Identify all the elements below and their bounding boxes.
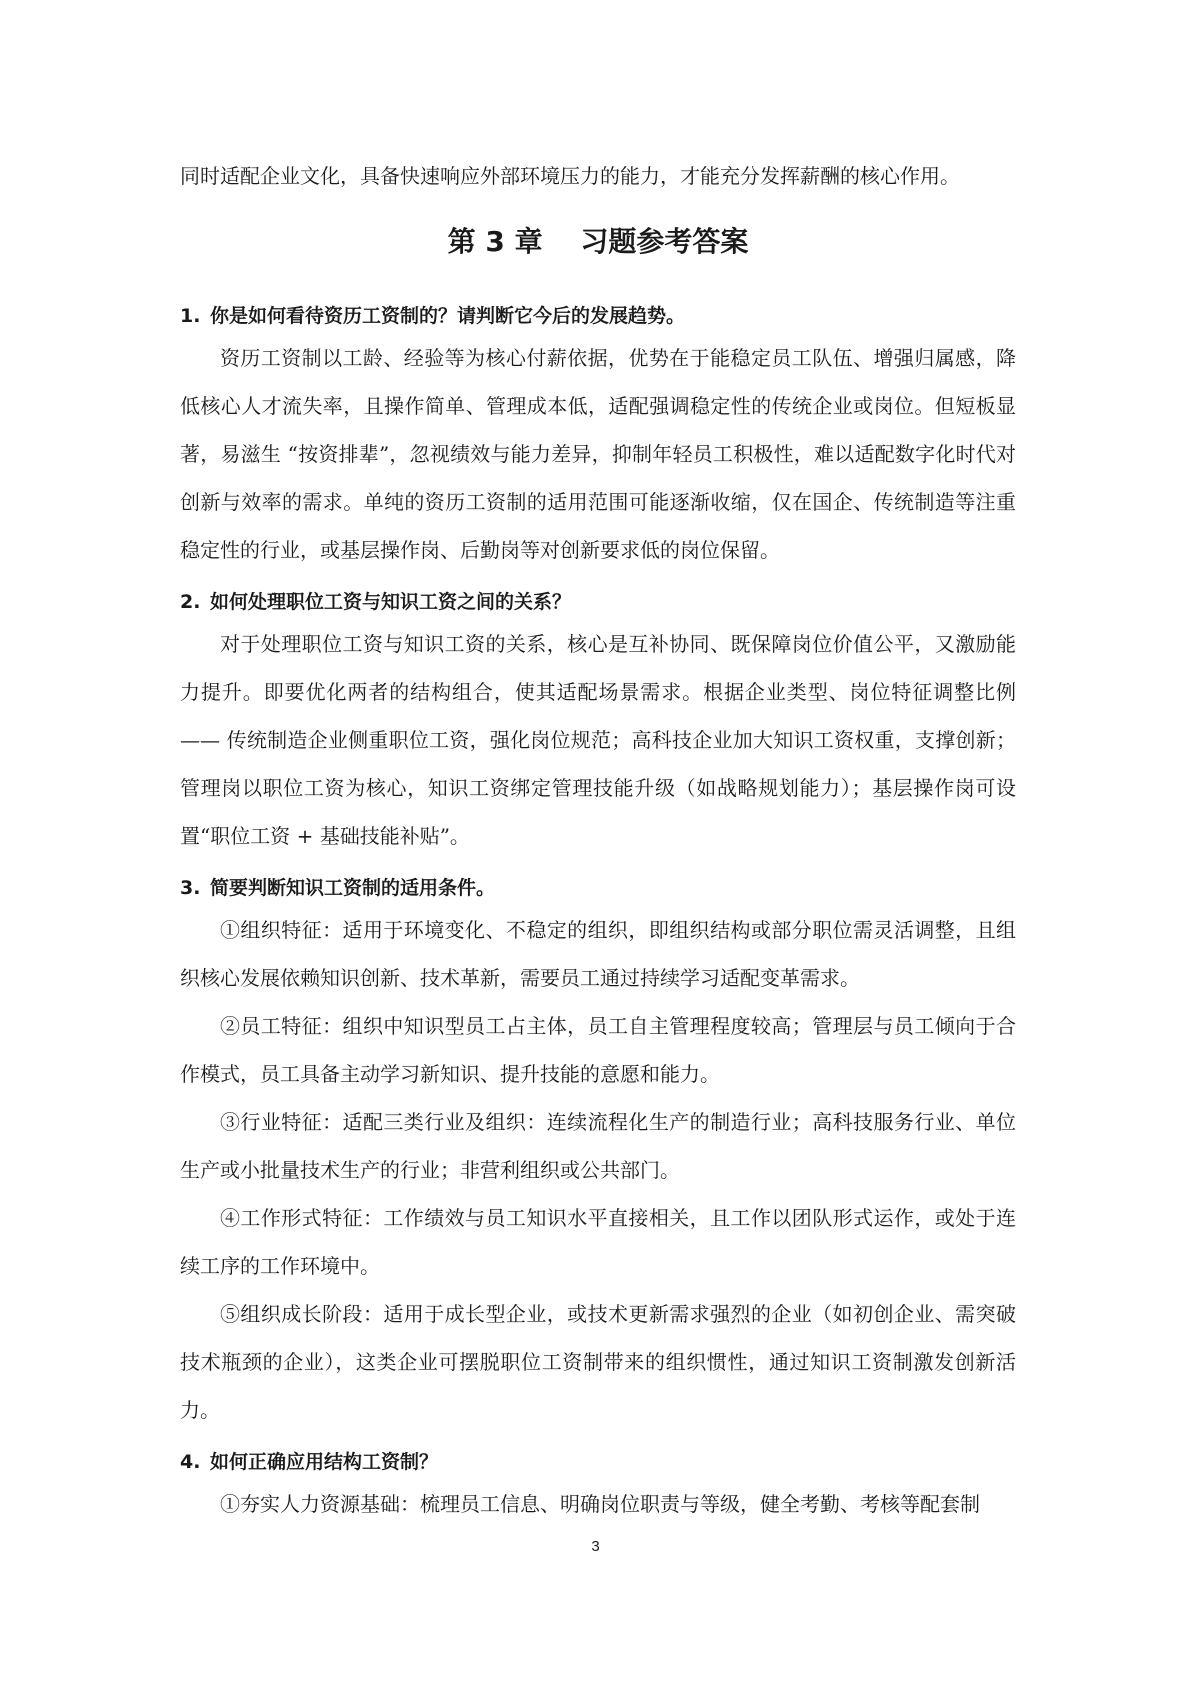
page-number: 3: [591, 1538, 600, 1555]
answer-paragraph: 对于处理职位工资与知识工资的关系，核心是互补协同、既保障岗位价值公平，又激励能力提升。即要优化两者的结构组合，使其适配场景需求。根据企业类型、岗位特征调整比例 —— 传统制造企业侧重职位工资，强化岗位规范；高科技企业加大知识工资权重，支撑创新；管理岗以职位工资为核心，知识工资绑定管理技能升级（如战略规划能力）；基层操作岗可设置“职位工资 + 基础技能补贴”。: [180, 632, 1016, 848]
question-number: 2.: [180, 591, 201, 613]
answer-paragraph: ②员工特征：组织中知识型员工占主体，员工自主管理程度较高；管理层与员工倾向于合作模式，员工具备主动学习新知识、提升技能的意愿和能力。: [180, 1014, 1016, 1086]
question-title: 如何正确应用结构工资制？: [210, 1451, 439, 1473]
question-number: 1.: [180, 305, 201, 327]
question-title: 如何处理职位工资与知识工资之间的关系？: [210, 591, 572, 613]
answer-paragraph: 资历工资制以工龄、经验等为核心付薪依据，优势在于能稳定员工队伍、增强归属感，降低核心人才流失率，且操作简单、管理成本低，适配强调稳定性的传统企业或岗位。但短板显著，易滋生 “按资排辈”，忽视绩效与能力差异，抑制年轻员工积极性，难以适配数字化时代对创新与效率的需求。单纯的资历工资制的适用范围可能逐渐收缩，仅在国企、传统制造等注重稳定性的行业，或基层操作岗、后勤岗等对创新要求低的岗位保留。: [180, 346, 1016, 562]
question-title: 你是如何看待资历工资制的？请判断它今后的发展趋势。: [210, 305, 686, 327]
question-number: 3.: [180, 877, 201, 899]
answer-paragraph: ③行业特征：适配三类行业及组织：连续流程化生产的制造行业；高科技服务行业、单位生产或小批量技术生产的行业；非营利组织或公共部门。: [180, 1110, 1016, 1182]
answer-paragraph: ⑤组织成长阶段：适用于成长型企业，或技术更新需求强烈的企业（如初创企业、需突破技术瓶颈的企业），这类企业可摆脱职位工资制带来的组织惯性，通过知识工资制激发创新活力。: [180, 1302, 1016, 1422]
answer-paragraph: ①夯实人力资源基础：梳理员工信息、明确岗位职责与等级，健全考勤、考核等配套制: [220, 1492, 980, 1516]
question-3-heading: [180, 874, 1016, 902]
answer-paragraph: ④工作形式特征：工作绩效与员工知识水平直接相关，且工作以团队形式运作，或处于连续工序的工作环境中。: [180, 1206, 1016, 1278]
answer-paragraph: ①组织特征：适用于环境变化、不稳定的组织，即组织结构或部分职位需灵活调整，且组织核心发展依赖知识创新、技术革新，需要员工通过持续学习适配变革需求。: [180, 918, 1016, 990]
intro-paragraph: 同时适配企业文化，具备快速响应外部环境压力的能力，才能充分发挥薪酬的核心作用。: [180, 164, 960, 188]
question-number: 4.: [180, 1451, 201, 1473]
chapter-title: 第 3 章 习题参考答案: [447, 225, 749, 258]
question-4-heading: [180, 1448, 1016, 1476]
question-title: 简要判断知识工资制的适用条件。: [210, 877, 496, 899]
page-content: [180, 152, 1016, 1528]
question-1-heading: [180, 302, 1016, 330]
question-2-heading: [180, 588, 1016, 616]
